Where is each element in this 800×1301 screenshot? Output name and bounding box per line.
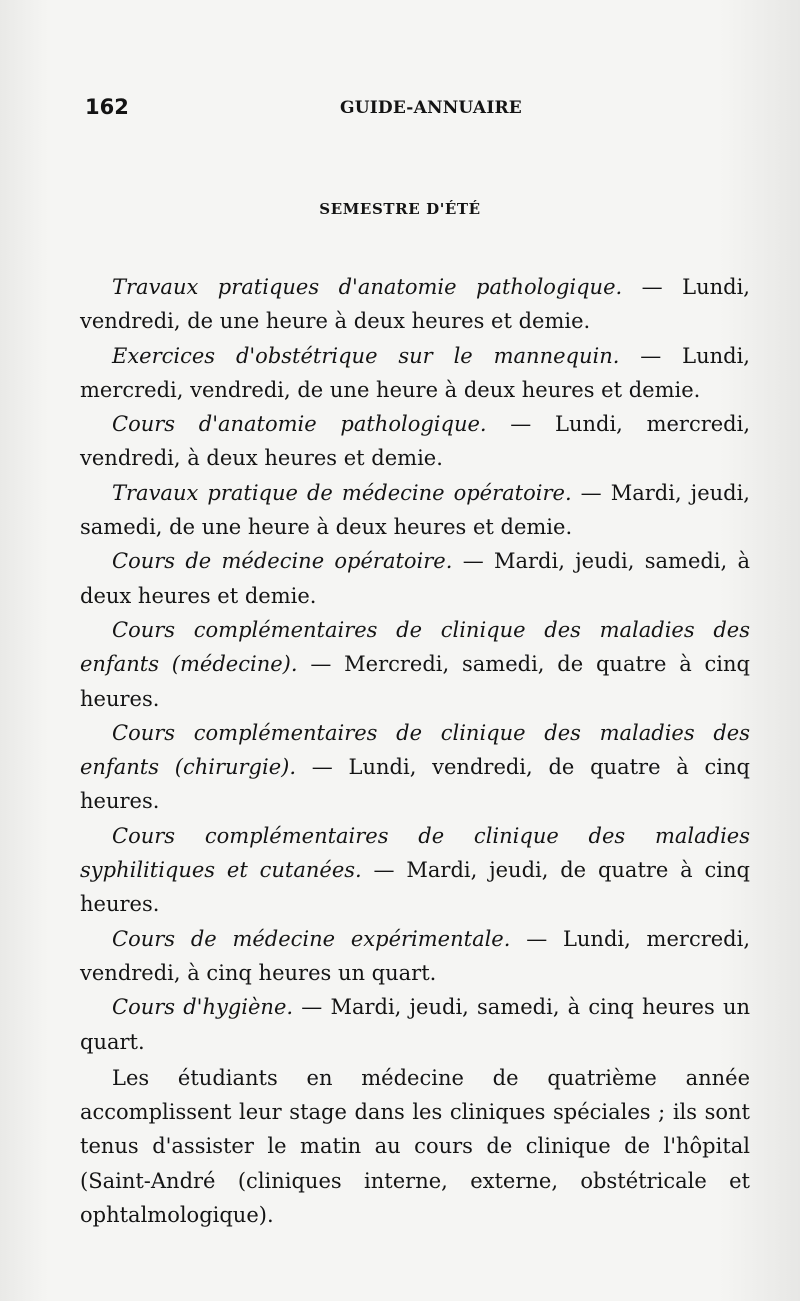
course-entry — [80, 819, 750, 922]
course-name: Cours d'hygiène. — [112, 995, 294, 1020]
course-schedule: — Mardi, jeudi, samedi, à cinq heures un quart. — [80, 995, 750, 1054]
course-schedule: — Lundi, vendredi, de quatre à cinq heures. — [80, 755, 750, 814]
section-title: SEMESTRE D'ÉTÉ — [319, 200, 481, 218]
course-schedule: — Lundi, mercredi, vendredi, de une heure à deux heures et demie. — [80, 343, 750, 402]
course-entry — [80, 922, 750, 991]
course-name: Cours de médecine opératoire. — [112, 549, 453, 574]
course-entry — [80, 407, 750, 476]
page-header — [85, 95, 750, 129]
course-name: Cours d'anatomie pathologique. — [112, 412, 487, 437]
course-entry — [80, 613, 750, 716]
course-name: Cours de médecine expérimentale. — [112, 926, 511, 951]
course-name: Travaux pratiques d'anatomie pathologique. — [112, 275, 623, 299]
course-schedule: — Mercredi, samedi, de quatre à cinq heures. — [80, 652, 750, 711]
course-entry — [80, 990, 750, 1059]
page-number: 162 — [85, 95, 129, 119]
running-head: GUIDE-ANNUAIRE — [340, 98, 522, 118]
course-name: Travaux pratique de médecine opératoire. — [112, 480, 572, 505]
course-schedule: — Lundi, mercredi, vendredi, à cinq heures un quart. — [80, 926, 750, 985]
course-name: Cours complémentaires de clinique des maladies des enfants (chirurgie). — [80, 720, 750, 780]
course-schedule: — Lundi, mercredi, vendredi, à deux heures et demie. — [80, 412, 751, 471]
course-name: Exercices d'obstétrique sur le mannequin. — [112, 343, 620, 368]
page-body — [80, 270, 750, 1232]
course-schedule: — Mardi, jeudi, de quatre à cinq heures. — [80, 858, 750, 917]
course-schedule: — Mardi, jeudi, samedi, de une heure à deux heures et demie. — [80, 480, 750, 540]
course-schedule: — Mardi, jeudi, samedi, à deux heures et demie. — [80, 549, 751, 608]
course-schedule: — Lundi, vendredi, de une heure à deux heures et demie. — [80, 275, 750, 334]
course-entry — [80, 339, 750, 408]
course-name: Cours complémentaires de clinique des maladies syphilitiques et cutanées. — [80, 823, 750, 883]
course-entry — [80, 544, 750, 613]
course-entry — [80, 716, 750, 819]
course-entry — [80, 270, 750, 339]
course-name: Cours complémentaires de clinique des maladies des enfants (médecine). — [80, 617, 750, 677]
course-entry — [80, 476, 750, 545]
closing-paragraph: Les étudiants en médecine de quatrième année accomplissent leur stage dans les cliniques spéciales ; ils sont tenus d'assister le matin au cours de clinique de l'hôpital (Saint-André (cliniques interne, externe, obstétricale et ophtalmologique). — [80, 1065, 750, 1228]
